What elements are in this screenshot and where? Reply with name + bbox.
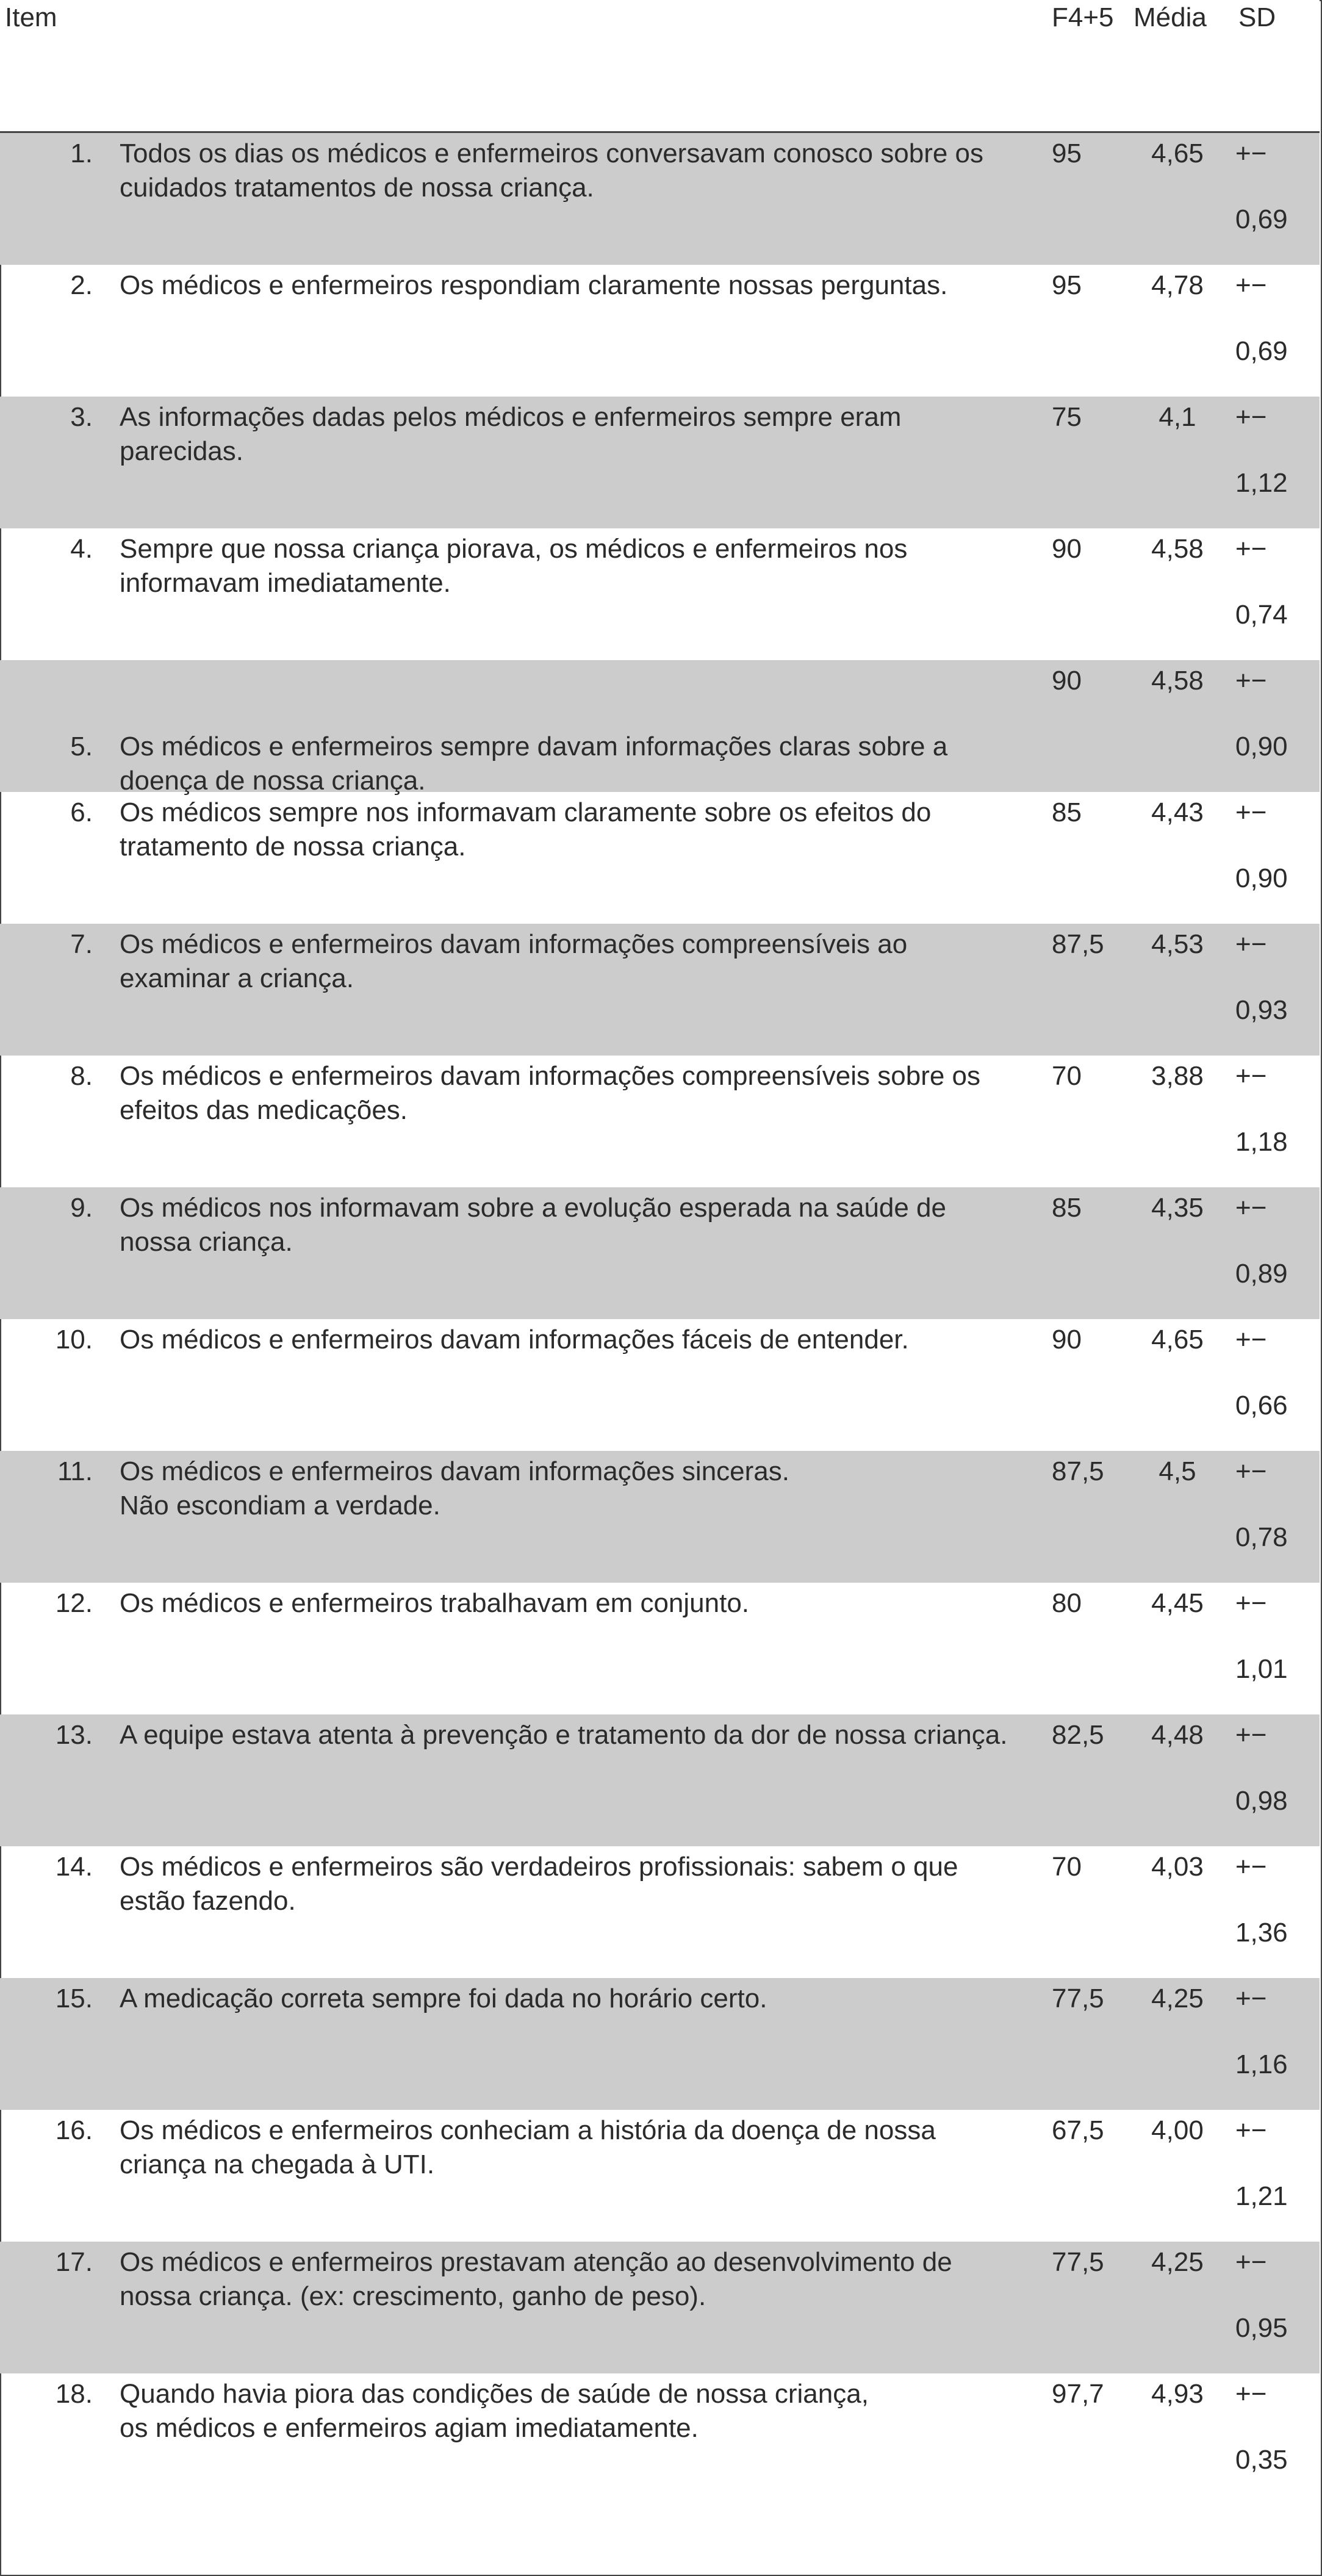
sd-value: 0,89 — [1235, 1259, 1288, 1289]
table-row — [0, 1056, 1320, 1187]
table-row — [0, 1583, 1320, 1714]
f45-value: 75 — [1052, 402, 1082, 432]
item-text: A medicação correta sempre foi dada no horário certo. — [120, 1984, 767, 2013]
plus-minus-sign: +− — [1235, 929, 1267, 959]
sd-value: 1,12 — [1235, 468, 1288, 498]
table-header — [0, 0, 1320, 133]
sd-value: 1,36 — [1235, 1918, 1288, 1948]
f45-value: 97,7 — [1052, 2379, 1104, 2409]
f45-value: 95 — [1052, 139, 1082, 168]
media-value: 4,58 — [1151, 666, 1204, 696]
sd-value: 0,69 — [1235, 204, 1288, 234]
f45-value: 87,5 — [1052, 929, 1104, 959]
table-row — [0, 1451, 1320, 1583]
plus-minus-sign: +− — [1235, 666, 1267, 696]
item-text: Os médicos e enfermeiros conheciam a história da doença de nossa criança na chegada à UTI. — [120, 2115, 936, 2179]
item-text: Os médicos e enfermeiros trabalhavam em conjunto. — [120, 1588, 750, 1618]
sd-value: 0,93 — [1235, 995, 1288, 1025]
sd-value: 0,90 — [1235, 732, 1288, 761]
table-row — [0, 924, 1320, 1056]
sd-value: 0,95 — [1235, 2313, 1288, 2343]
f45-value: 90 — [1052, 534, 1082, 564]
media-value: 4,1 — [1159, 402, 1196, 432]
item-text: Os médicos e enfermeiros davam informações compreensíveis ao examinar a criança. — [120, 929, 908, 993]
media-value: 4,65 — [1151, 1325, 1204, 1355]
plus-minus-sign: +− — [1235, 1325, 1267, 1355]
f45-value: 95 — [1052, 270, 1082, 300]
plus-minus-sign: +− — [1235, 1588, 1267, 1618]
table-row — [0, 2373, 1320, 2505]
f45-value: 67,5 — [1052, 2115, 1104, 2145]
item-number: 11. — [57, 1456, 93, 1486]
table-row — [0, 397, 1320, 528]
media-value: 4,35 — [1151, 1193, 1204, 1223]
sd-value: 1,16 — [1235, 2049, 1288, 2079]
media-value: 4,58 — [1151, 534, 1204, 564]
sd-value: 1,18 — [1235, 1127, 1288, 1157]
header-item: Item — [5, 2, 57, 32]
item-text: Sempre que nossa criança piorava, os médicos e enfermeiros nos informavam imediatamente. — [120, 534, 908, 598]
table-row — [0, 792, 1320, 924]
item-number: 1. — [70, 139, 93, 168]
f45-value: 87,5 — [1052, 1456, 1104, 1486]
sd-value: 0,90 — [1235, 863, 1288, 893]
header-media: Média — [1133, 2, 1207, 32]
f45-value: 70 — [1052, 1852, 1082, 1882]
media-value: 4,45 — [1151, 1588, 1204, 1618]
f45-value: 90 — [1052, 666, 1082, 696]
media-value: 4,53 — [1151, 929, 1204, 959]
f45-value: 77,5 — [1052, 2247, 1104, 2277]
item-number: 13. — [55, 1720, 93, 1750]
item-text: Os médicos nos informavam sobre a evolução esperada na saúde de nossa criança. — [120, 1193, 946, 1257]
item-number: 8. — [70, 1061, 93, 1091]
item-text: As informações dadas pelos médicos e enfermeiros sempre eram parecidas. — [120, 402, 902, 466]
media-value: 4,65 — [1151, 139, 1204, 168]
item-number: 4. — [70, 534, 93, 564]
table-row — [0, 1846, 1320, 1978]
table-row — [0, 660, 1320, 796]
plus-minus-sign: +− — [1235, 2247, 1267, 2277]
item-number: 17. — [55, 2247, 93, 2277]
plus-minus-sign: +− — [1235, 2379, 1267, 2409]
sd-value: 0,66 — [1235, 1391, 1288, 1420]
sd-value: 0,74 — [1235, 600, 1288, 630]
plus-minus-sign: +− — [1235, 402, 1267, 432]
table-row — [0, 1187, 1320, 1319]
header-sd: SD — [1238, 2, 1276, 32]
table-row — [0, 528, 1320, 660]
item-text: Os médicos e enfermeiros davam informações fáceis de entender. — [120, 1325, 909, 1355]
media-value: 4,25 — [1151, 1984, 1204, 2013]
plus-minus-sign: +− — [1235, 139, 1267, 168]
plus-minus-sign: +− — [1235, 2115, 1267, 2145]
item-text: Os médicos e enfermeiros respondiam claramente nossas perguntas. — [120, 270, 948, 300]
table-row — [0, 265, 1320, 397]
sd-value: 0,69 — [1235, 336, 1288, 366]
table-row — [0, 1714, 1320, 1846]
table-row — [0, 1978, 1320, 2110]
item-number: 5. — [70, 732, 93, 761]
plus-minus-sign: +− — [1235, 1193, 1267, 1223]
item-text: Todos os dias os médicos e enfermeiros conversavam conosco sobre os cuidados tratamentos de nossa criança. — [120, 139, 984, 203]
table-row — [0, 2110, 1320, 2242]
item-number: 6. — [70, 797, 93, 827]
media-value: 4,48 — [1151, 1720, 1204, 1750]
item-number: 7. — [70, 929, 93, 959]
plus-minus-sign: +− — [1235, 270, 1267, 300]
f45-value: 70 — [1052, 1061, 1082, 1091]
header-f45: F4+5 — [1052, 2, 1114, 32]
item-number: 12. — [55, 1588, 93, 1618]
f45-value: 77,5 — [1052, 1984, 1104, 2013]
sd-value: 0,35 — [1235, 2445, 1288, 2475]
media-value: 4,93 — [1151, 2379, 1204, 2409]
item-text: Quando havia piora das condições de saúde de nossa criança, os médicos e enfermeiros agiam imediatamente. — [120, 2379, 869, 2443]
plus-minus-sign: +− — [1235, 1984, 1267, 2013]
item-number: 2. — [70, 270, 93, 300]
media-value: 3,88 — [1151, 1061, 1204, 1091]
media-value: 4,25 — [1151, 2247, 1204, 2277]
media-value: 4,03 — [1151, 1852, 1204, 1882]
item-number: 3. — [70, 402, 93, 432]
plus-minus-sign: +− — [1235, 1720, 1267, 1750]
item-text: Os médicos sempre nos informavam claramente sobre os efeitos do tratamento de nossa criança. — [120, 797, 932, 862]
f45-value: 90 — [1052, 1325, 1082, 1355]
media-value: 4,43 — [1151, 797, 1204, 827]
sd-value: 0,78 — [1235, 1522, 1288, 1552]
item-text: A equipe estava atenta à prevenção e tratamento da dor de nossa criança. — [120, 1720, 1008, 1750]
plus-minus-sign: +− — [1235, 1456, 1267, 1486]
item-text: Os médicos e enfermeiros davam informações compreensíveis sobre os efeitos das medicações. — [120, 1061, 981, 1125]
media-value: 4,78 — [1151, 270, 1204, 300]
item-text: Os médicos e enfermeiros são verdadeiros profissionais: sabem o que estão fazendo. — [120, 1852, 958, 1916]
item-number: 18. — [55, 2379, 93, 2409]
plus-minus-sign: +− — [1235, 1852, 1267, 1882]
sd-value: 1,01 — [1235, 1654, 1288, 1684]
media-value: 4,00 — [1151, 2115, 1204, 2145]
plus-minus-sign: +− — [1235, 1061, 1267, 1091]
table-row — [0, 133, 1320, 265]
item-number: 16. — [55, 2115, 93, 2145]
table-row — [0, 1319, 1320, 1451]
f45-value: 85 — [1052, 797, 1082, 827]
f45-value: 85 — [1052, 1193, 1082, 1223]
item-text: Os médicos e enfermeiros sempre davam informações claras sobre a doença de nossa criança. — [120, 732, 948, 796]
item-number: 14. — [55, 1852, 93, 1882]
plus-minus-sign: +− — [1235, 797, 1267, 827]
media-value: 4,5 — [1159, 1456, 1196, 1486]
sd-value: 1,21 — [1235, 2181, 1288, 2211]
item-number: 10. — [55, 1325, 93, 1355]
item-text: Os médicos e enfermeiros davam informações sinceras. Não escondiam a verdade. — [120, 1456, 789, 1520]
plus-minus-sign: +− — [1235, 534, 1267, 564]
item-number: 9. — [70, 1193, 93, 1223]
sd-value: 0,98 — [1235, 1786, 1288, 1816]
f45-value: 82,5 — [1052, 1720, 1104, 1750]
item-text: Os médicos e enfermeiros prestavam atenção ao desenvolvimento de nossa criança. (ex: crescimento, ganho de peso). — [120, 2247, 952, 2311]
f45-value: 80 — [1052, 1588, 1082, 1618]
item-number: 15. — [55, 1984, 93, 2013]
table-row — [0, 2242, 1320, 2373]
